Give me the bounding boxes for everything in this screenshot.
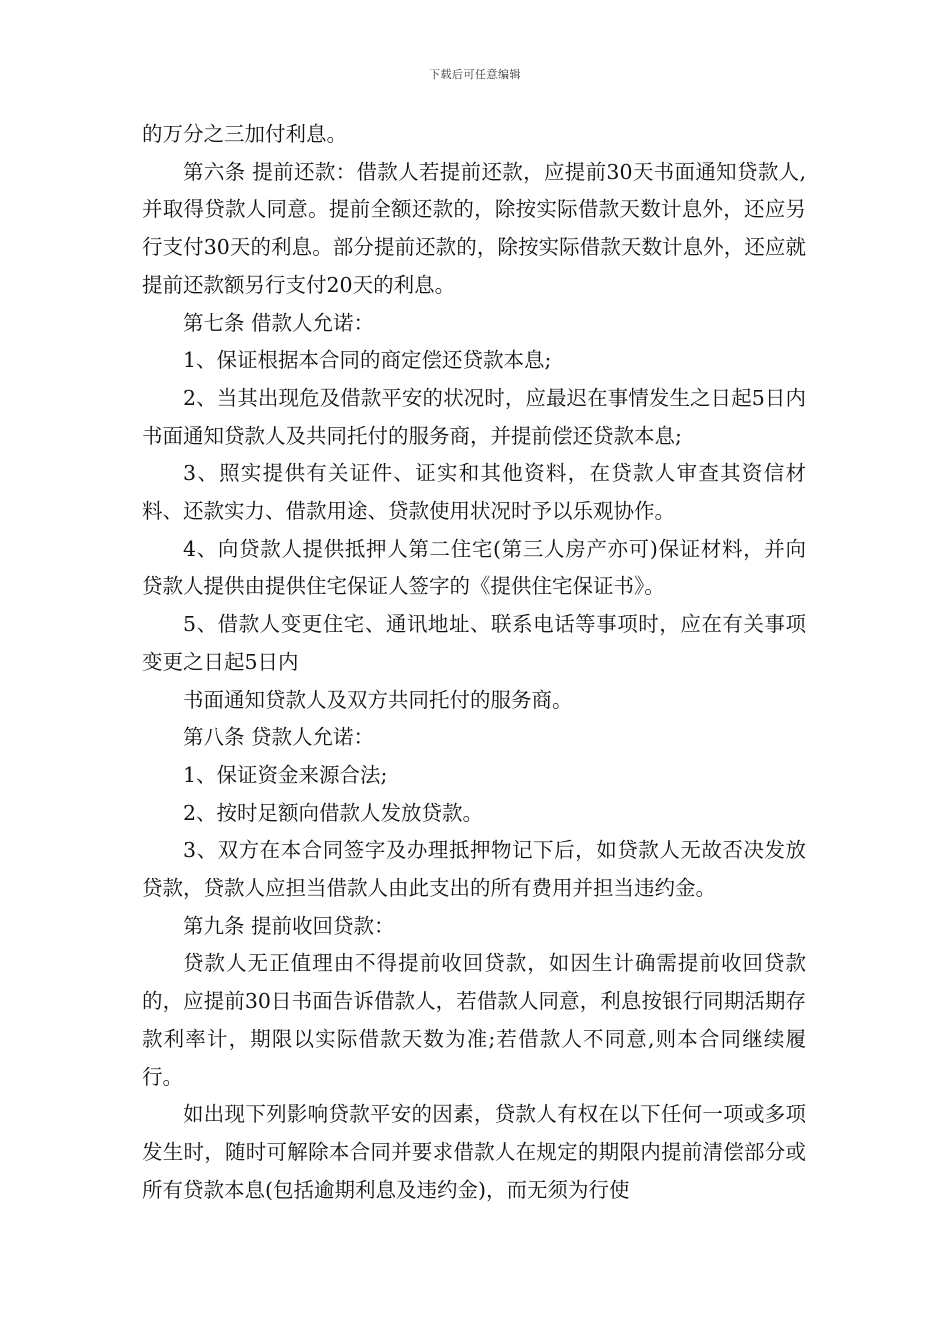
paragraph: 5、借款人变更住宅、通讯地址、联系电话等事项时，应在有关事项变更之日起5日内	[142, 612, 806, 674]
paragraph: 贷款人无正值理由不得提前收回贷款，如因生计确需提前收回贷款的，应提前30日书面告诉借款人，若借款人同意，利息按银行同期活期存款利率计，期限以实际借款天数为准;若借款人不同意,则本合同继续履行。	[142, 951, 806, 1089]
paragraph: 第七条 借款人允诺：	[183, 310, 375, 335]
paragraph: 书面通知贷款人及双方共同托付的服务商。	[183, 687, 573, 712]
paragraph: 3、双方在本合同签字及办理抵押物记下后，如贷款人无故否决发放贷款，贷款人应担当借款人由此支出的所有费用并担当违约金。	[142, 838, 806, 901]
paragraph: 1、保证根据本合同的商定偿还贷款本息;	[183, 348, 552, 373]
document-body	[142, 116, 806, 1209]
paragraph: 第九条 提前收回贷款：	[183, 913, 395, 938]
paragraph: 4、向贷款人提供抵押人第二住宅(第三人房产亦可)保证材料，并向贷款人提供由提供住宅保证人签字的《提供住宅保证书》。	[142, 536, 806, 599]
page-header: 下载后可任意编辑	[429, 68, 521, 81]
paragraph: 2、按时足额向借款人发放贷款。	[183, 800, 484, 825]
paragraph: 2、当其出现危及借款平安的状况时，应最迟在事情发生之日起5日内书面通知贷款人及共同托付的服务商，并提前偿还贷款本息;	[142, 385, 806, 448]
paragraph: 第八条 贷款人允诺：	[183, 725, 375, 750]
paragraph: 的万分之三加付利息。	[142, 122, 347, 146]
paragraph: 3、照实提供有关证件、证实和其他资料，在贷款人审查其资信材料、还款实力、借款用途、贷款使用状况时予以乐观协作。	[142, 461, 806, 524]
paragraph: 如出现下列影响贷款平安的因素，贷款人有权在以下任何一项或多项发生时，随时可解除本合同并要求借款人在规定的期限内提前清偿部分或所有贷款本息(包括逾期利息及违约金)，而无须为行使	[142, 1102, 806, 1202]
paragraph: 第六条 提前还款：借款人若提前还款，应提前30天书面通知贷款人,并取得贷款人同意。提前全额还款的，除按实际借款天数计息外，还应另行支付30天的利息。部分提前还款的，除按实际借款天数计息外，还应就提前还款额另行支付20天的利息。	[142, 159, 806, 297]
paragraph: 1、保证资金来源合法;	[183, 762, 388, 787]
